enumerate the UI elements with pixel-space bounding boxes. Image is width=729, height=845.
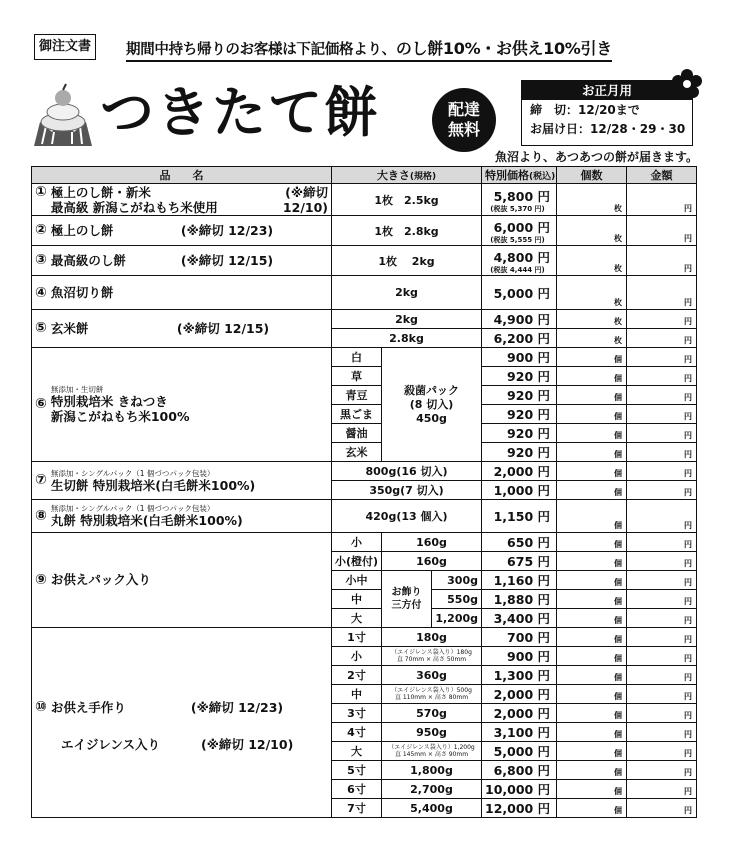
item-number: ③ bbox=[35, 252, 47, 268]
table-header bbox=[32, 167, 697, 184]
table-row bbox=[32, 246, 697, 276]
qty-input[interactable]: 個 bbox=[557, 348, 627, 367]
item-number: ⑧ bbox=[35, 507, 47, 524]
item-price: 2,000 円 bbox=[482, 704, 557, 723]
size-line1: （エイジレンス袋入り）500g bbox=[391, 687, 472, 694]
item-price: 3,400 円 bbox=[482, 609, 557, 628]
item-size: 2kg bbox=[332, 276, 482, 310]
amount-field[interactable]: 円 bbox=[627, 742, 697, 761]
col-name: 品 名 bbox=[32, 167, 332, 184]
item-size: 1,800g bbox=[382, 761, 482, 780]
variant-label: 小(橙付) bbox=[332, 552, 382, 571]
item-price: 3,100 円 bbox=[482, 723, 557, 742]
qty-input[interactable]: 個 bbox=[557, 780, 627, 799]
variant-label: 1寸 bbox=[332, 628, 382, 647]
new-year-box bbox=[521, 80, 693, 146]
qty-input[interactable]: 個 bbox=[557, 666, 627, 685]
item-name bbox=[32, 628, 332, 818]
amount-field[interactable]: 円 bbox=[627, 386, 697, 405]
item-title: 生切餅 特別栽培米(白毛餅米100%) bbox=[50, 477, 256, 493]
item-title-2: エイジレンス入り bbox=[61, 736, 161, 752]
variant-label: 3寸 bbox=[332, 704, 382, 723]
qty-input[interactable]: 枚 bbox=[557, 184, 627, 216]
item-deadline-line1: (※締切 bbox=[285, 184, 328, 200]
price-tax: (税抜 5,370 円) bbox=[490, 204, 545, 213]
qty-input[interactable]: 枚 bbox=[557, 246, 627, 276]
item-size: 1枚 2.5kg bbox=[332, 184, 482, 216]
item-price: 920 円 bbox=[482, 424, 557, 443]
table-row bbox=[32, 462, 697, 481]
qty-input[interactable]: 個 bbox=[557, 386, 627, 405]
qty-input[interactable]: 枚 bbox=[557, 310, 627, 329]
amount-field[interactable]: 円 bbox=[627, 276, 697, 310]
size-line1: （エイジレンス袋入り）1,200g bbox=[388, 744, 475, 751]
item-note: 無添加・生切餅 bbox=[50, 385, 104, 394]
price-value: 5,800 円 bbox=[493, 188, 550, 204]
item-size: 350g(7 切入) bbox=[332, 481, 482, 500]
variant-label: 中 bbox=[332, 590, 382, 609]
item-title: 玄米餅 bbox=[50, 321, 89, 336]
amount-field[interactable]: 円 bbox=[627, 367, 697, 386]
item-deadline-line2: 12/10) bbox=[282, 199, 328, 215]
pack-line3: 450g bbox=[416, 411, 447, 425]
discount-notice bbox=[126, 36, 612, 62]
badge-line2: 無料 bbox=[447, 120, 480, 139]
item-price bbox=[482, 216, 557, 246]
item-price: 900 円 bbox=[482, 348, 557, 367]
variant-label: 小 bbox=[332, 533, 382, 552]
item-size bbox=[382, 647, 482, 666]
col-size-sub: (規格) bbox=[409, 172, 437, 182]
header bbox=[30, 30, 700, 66]
item-number: ⑦ bbox=[35, 472, 47, 488]
free-delivery-badge bbox=[432, 88, 496, 152]
item-size: 360g bbox=[382, 666, 482, 685]
item-size: 180g bbox=[382, 628, 482, 647]
item-number: ① bbox=[35, 183, 47, 200]
item-name bbox=[32, 500, 332, 533]
item-deadline-2: (※締切 12/10) bbox=[201, 736, 294, 752]
item-price: 5,000 円 bbox=[482, 742, 557, 761]
size-line1: （エイジレンス袋入り）180g bbox=[391, 649, 472, 656]
delivery-dates-text: お届け日：12/28・29・30 bbox=[530, 122, 686, 136]
item-title: 丸餅 特別栽培米(白毛餅米100%) bbox=[50, 513, 243, 528]
item-price: 920 円 bbox=[482, 405, 557, 424]
item-size: 160g bbox=[382, 552, 482, 571]
price-tax: (税抜 4,444 円) bbox=[490, 265, 545, 274]
amount-field[interactable]: 円 bbox=[627, 216, 697, 246]
kagami-mochi-icon bbox=[30, 82, 96, 150]
notice-emphasis: のし餅10%・お供え10%引き bbox=[395, 39, 612, 58]
item-title: 極上のし餅 bbox=[50, 223, 114, 238]
item-price: 2,000 円 bbox=[482, 462, 557, 481]
qty-input[interactable]: 個 bbox=[557, 481, 627, 500]
item-price: 1,880 円 bbox=[482, 590, 557, 609]
item-title-line2: 新潟こがねもち米100% bbox=[50, 409, 190, 424]
item-size: 2.8kg bbox=[332, 329, 482, 348]
item-deadline: (※締切 12/23) bbox=[190, 699, 284, 715]
amount-field[interactable]: 円 bbox=[627, 405, 697, 424]
amount-field[interactable]: 円 bbox=[627, 799, 697, 818]
table-row bbox=[32, 276, 697, 310]
col-price bbox=[482, 167, 557, 184]
item-number: ⑤ bbox=[35, 320, 47, 336]
item-title: 最高級のし餅 bbox=[50, 253, 126, 268]
price-value: 4,800 円 bbox=[493, 249, 550, 265]
amount-field[interactable]: 円 bbox=[627, 723, 697, 742]
variant-label: 6寸 bbox=[332, 780, 382, 799]
variant-label: 青豆 bbox=[332, 386, 382, 405]
item-note: 無添加・シングルパック（1 個づつパック包装） bbox=[50, 468, 215, 478]
item-price: 6,200 円 bbox=[482, 329, 557, 348]
col-size bbox=[332, 167, 482, 184]
item-size: 570g bbox=[382, 704, 482, 723]
kazari-label bbox=[382, 571, 432, 628]
amount-field[interactable]: 円 bbox=[627, 500, 697, 533]
item-price: 700 円 bbox=[482, 628, 557, 647]
amount-field[interactable]: 円 bbox=[627, 628, 697, 647]
qty-input[interactable]: 個 bbox=[557, 761, 627, 780]
qty-input[interactable]: 個 bbox=[557, 647, 627, 666]
amount-field[interactable]: 円 bbox=[627, 533, 697, 552]
size-line2: 直 145mm × 高さ 90mm bbox=[394, 751, 469, 758]
amount-field[interactable]: 円 bbox=[627, 481, 697, 500]
price-tax: (税抜 5,555 円) bbox=[490, 235, 545, 244]
item-title: 魚沼切り餅 bbox=[50, 284, 114, 300]
item-deadline: (※締切 12/23) bbox=[180, 223, 274, 238]
item-size: 950g bbox=[382, 723, 482, 742]
variant-label: 玄米 bbox=[332, 443, 382, 462]
item-size: 2,700g bbox=[382, 780, 482, 799]
qty-input[interactable]: 枚 bbox=[557, 216, 627, 246]
variant-label: 草 bbox=[332, 367, 382, 386]
deadline-text: 締 切：12/20まで bbox=[530, 103, 640, 117]
qty-input[interactable]: 個 bbox=[557, 571, 627, 590]
amount-field[interactable]: 円 bbox=[627, 590, 697, 609]
qty-input[interactable]: 個 bbox=[557, 704, 627, 723]
item-size: 1枚 2.8kg bbox=[332, 216, 482, 246]
item-size: 300g bbox=[432, 571, 482, 590]
item-size: 550g bbox=[432, 590, 482, 609]
amount-field[interactable]: 円 bbox=[627, 348, 697, 367]
item-number: ⑥ bbox=[35, 396, 47, 412]
item-name bbox=[32, 216, 332, 246]
box-heading: お正月用 bbox=[522, 81, 692, 100]
qty-input[interactable]: 個 bbox=[557, 609, 627, 628]
amount-field[interactable]: 円 bbox=[627, 462, 697, 481]
variant-label: 大 bbox=[332, 742, 382, 761]
item-title: お供えパック入り bbox=[50, 572, 151, 587]
variant-label: 白 bbox=[332, 348, 382, 367]
variant-label: 2寸 bbox=[332, 666, 382, 685]
amount-field[interactable]: 円 bbox=[627, 443, 697, 462]
qty-input[interactable]: 個 bbox=[557, 405, 627, 424]
item-price: 1,000 円 bbox=[482, 481, 557, 500]
page-title: つきたて餅 bbox=[100, 80, 380, 144]
amount-field[interactable]: 円 bbox=[627, 704, 697, 723]
item-price: 920 円 bbox=[482, 367, 557, 386]
pack-line1: 殺菌パック bbox=[404, 383, 459, 397]
item-name bbox=[32, 533, 332, 628]
table-row bbox=[32, 348, 697, 367]
qty-input[interactable]: 個 bbox=[557, 552, 627, 571]
amount-field[interactable]: 円 bbox=[627, 685, 697, 704]
amount-field[interactable]: 円 bbox=[627, 666, 697, 685]
item-deadline: (※締切 12/15) bbox=[176, 321, 270, 336]
item-price: 650 円 bbox=[482, 533, 557, 552]
item-title-line1: 特別栽培米 きねつき bbox=[50, 394, 168, 409]
qty-input[interactable]: 枚 bbox=[557, 276, 627, 310]
variant-label: 7寸 bbox=[332, 799, 382, 818]
item-size: 1,200g bbox=[432, 609, 482, 628]
item-price: 12,000 円 bbox=[482, 799, 557, 818]
notice-text: 期間中持ち帰りのお客様は下記価格より、 bbox=[126, 42, 396, 58]
amount-field[interactable]: 円 bbox=[627, 329, 697, 348]
variant-label: 小中 bbox=[332, 571, 382, 590]
item-name bbox=[32, 184, 332, 216]
item-price: 2,000 円 bbox=[482, 685, 557, 704]
item-name bbox=[32, 310, 332, 348]
item-number: ⑨ bbox=[35, 572, 47, 588]
pack-info bbox=[382, 348, 482, 462]
item-number: ⑩ bbox=[35, 698, 47, 715]
item-size: 5,400g bbox=[382, 799, 482, 818]
item-size: 800g(16 切入) bbox=[332, 462, 482, 481]
qty-input[interactable]: 枚 bbox=[557, 329, 627, 348]
subtitle: 魚沼より、あつあつの餅が届きます。 bbox=[495, 150, 699, 164]
badge-line1: 配達 bbox=[447, 100, 480, 119]
item-size: 2kg bbox=[332, 310, 482, 329]
item-name bbox=[32, 276, 332, 310]
item-title: お供え手作り bbox=[50, 699, 126, 715]
item-number: ② bbox=[35, 222, 47, 238]
qty-input[interactable]: 個 bbox=[557, 799, 627, 818]
qty-input[interactable]: 個 bbox=[557, 533, 627, 552]
amount-field[interactable]: 円 bbox=[627, 571, 697, 590]
variant-label: 4寸 bbox=[332, 723, 382, 742]
table-row bbox=[32, 500, 697, 533]
item-name-line1: 極上のし餅・新米 bbox=[50, 184, 151, 200]
variant-label: 5寸 bbox=[332, 761, 382, 780]
item-price: 6,800 円 bbox=[482, 761, 557, 780]
item-size bbox=[382, 742, 482, 761]
item-price: 920 円 bbox=[482, 386, 557, 405]
plum-flower-icon bbox=[672, 69, 702, 99]
pack-line2: (8 切入) bbox=[409, 397, 454, 411]
kazari-line1: お飾り bbox=[391, 587, 422, 598]
item-name bbox=[32, 462, 332, 500]
table-row bbox=[32, 216, 697, 246]
size-line2: 直 110mm × 高さ 80mm bbox=[394, 694, 469, 701]
order-form-tag: 御注文書 bbox=[34, 34, 96, 60]
variant-label: 中 bbox=[332, 685, 382, 704]
qty-input[interactable]: 個 bbox=[557, 462, 627, 481]
variant-label: 大 bbox=[332, 609, 382, 628]
item-price: 1,300 円 bbox=[482, 666, 557, 685]
amount-field[interactable]: 円 bbox=[627, 246, 697, 276]
col-price-label: 特別価格 bbox=[485, 169, 529, 182]
col-size-label: 大きさ bbox=[376, 169, 410, 182]
qty-input[interactable]: 個 bbox=[557, 723, 627, 742]
variant-label: 醤油 bbox=[332, 424, 382, 443]
amount-field[interactable]: 円 bbox=[627, 184, 697, 216]
amount-field[interactable]: 円 bbox=[627, 424, 697, 443]
kazari-line2: 三方付 bbox=[391, 600, 422, 611]
item-price: 920 円 bbox=[482, 443, 557, 462]
item-name bbox=[32, 348, 332, 462]
item-price bbox=[482, 184, 557, 216]
item-price: 900 円 bbox=[482, 647, 557, 666]
qty-input[interactable]: 個 bbox=[557, 443, 627, 462]
item-price bbox=[482, 246, 557, 276]
item-size: 160g bbox=[382, 533, 482, 552]
amount-field[interactable]: 円 bbox=[627, 310, 697, 329]
amount-field[interactable]: 円 bbox=[627, 647, 697, 666]
item-size: 1枚 2kg bbox=[332, 246, 482, 276]
item-note: 無添加・シングルパック（1 個づつパック包装） bbox=[50, 504, 215, 513]
variant-label: 小 bbox=[332, 647, 382, 666]
order-table bbox=[31, 166, 697, 818]
item-price: 1,150 円 bbox=[482, 500, 557, 533]
price-value: 6,000 円 bbox=[493, 219, 550, 235]
table-row bbox=[32, 533, 697, 552]
variant-label: 黒ごま bbox=[332, 405, 382, 424]
table-row bbox=[32, 184, 697, 216]
item-price: 1,160 円 bbox=[482, 571, 557, 590]
qty-input[interactable]: 個 bbox=[557, 685, 627, 704]
table-row bbox=[32, 628, 697, 647]
item-name bbox=[32, 246, 332, 276]
col-price-sub: (税込) bbox=[529, 172, 556, 182]
col-amount: 金額 bbox=[627, 167, 697, 184]
table-row bbox=[32, 310, 697, 329]
amount-field[interactable]: 円 bbox=[627, 609, 697, 628]
amount-field[interactable]: 円 bbox=[627, 780, 697, 799]
qty-input[interactable]: 個 bbox=[557, 590, 627, 609]
item-name-line2: 最高級 新潟こがねもち米使用 bbox=[50, 199, 218, 215]
item-deadline: (※締切 12/15) bbox=[180, 253, 274, 268]
item-price: 4,900 円 bbox=[482, 310, 557, 329]
amount-field[interactable]: 円 bbox=[627, 761, 697, 780]
item-price: 10,000 円 bbox=[482, 780, 557, 799]
qty-input[interactable]: 個 bbox=[557, 742, 627, 761]
amount-field[interactable]: 円 bbox=[627, 552, 697, 571]
item-size bbox=[382, 685, 482, 704]
qty-input[interactable]: 個 bbox=[557, 500, 627, 533]
qty-input[interactable]: 個 bbox=[557, 424, 627, 443]
qty-input[interactable]: 個 bbox=[557, 367, 627, 386]
col-qty: 個数 bbox=[557, 167, 627, 184]
size-line2: 直 70mm × 高さ 50mm bbox=[396, 656, 467, 663]
item-price: 5,000 円 bbox=[482, 276, 557, 310]
item-number: ④ bbox=[35, 284, 47, 301]
item-price: 675 円 bbox=[482, 552, 557, 571]
item-size: 420g(13 個入) bbox=[332, 500, 482, 533]
qty-input[interactable]: 個 bbox=[557, 628, 627, 647]
